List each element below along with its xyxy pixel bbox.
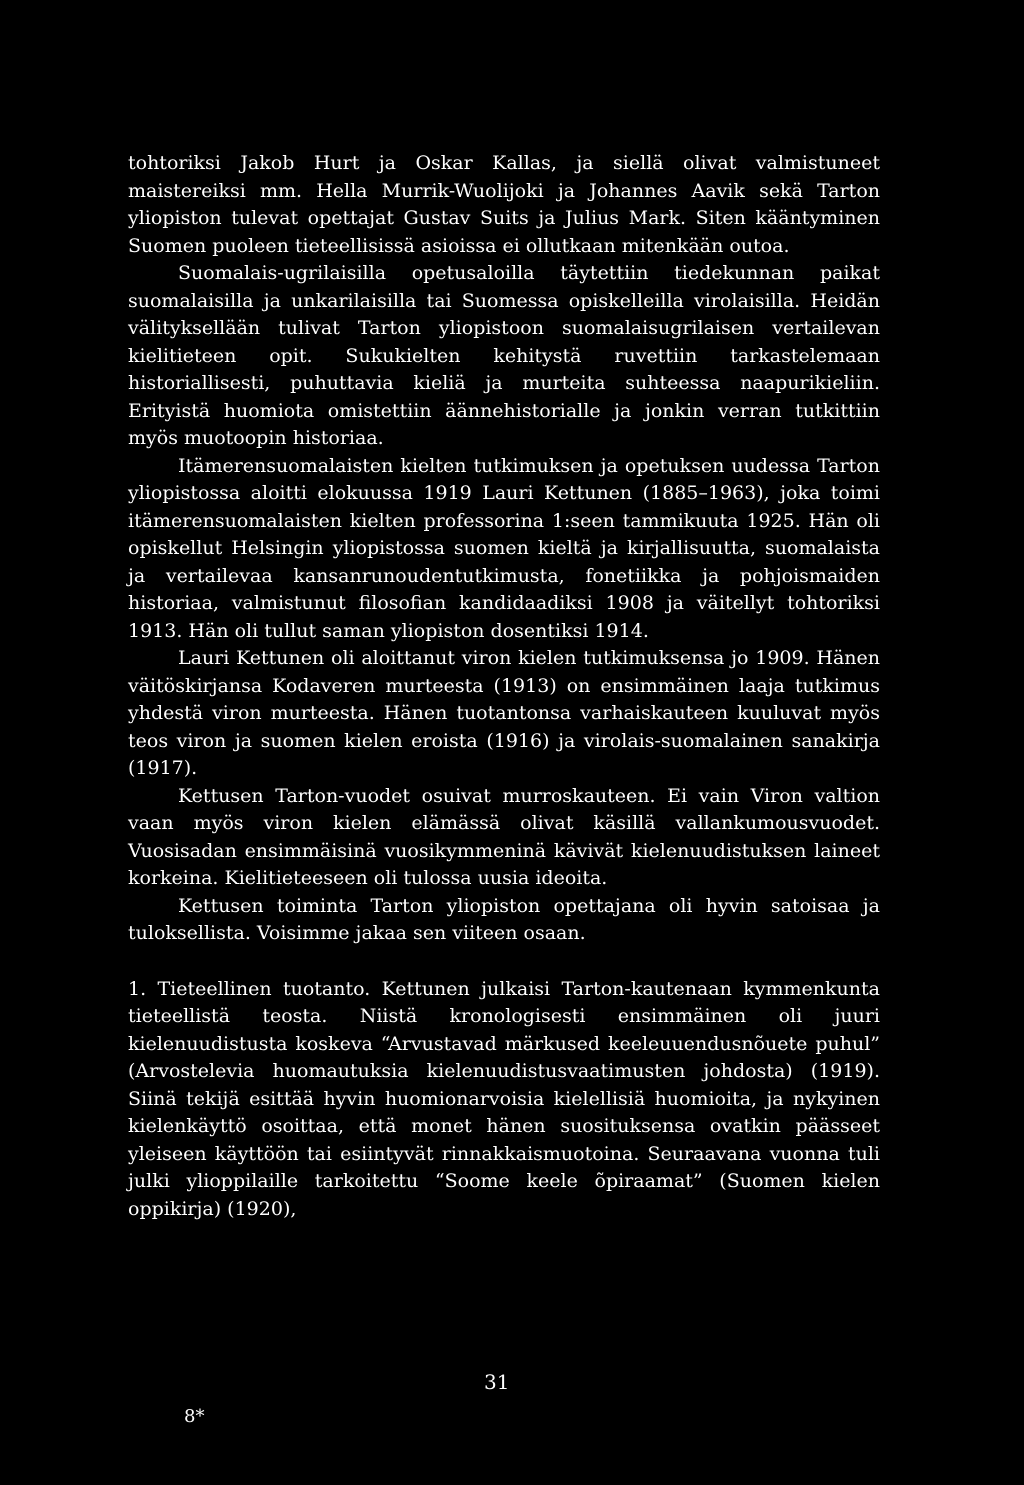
signature-mark: 8* [184,1406,205,1427]
paragraph-1: tohtoriksi Jakob Hurt ja Oskar Kallas, ja siellä olivat valmistuneet maistereiksi mm. Hella Murrik-Wuolijoki ja Johannes Aavik sekä Tarton yliopiston tulevat opettajat Gustav Suits ja Julius Mark. Siten kääntyminen Suomen puoleen tieteellisissä asioissa ei ollutkaan mitenkään outoa. [128,152,880,257]
paragraph-2: Suomalais-ugrilaisilla opetusaloilla täytettiin tiedekunnan paikat suomalaisilla ja unkarilaisilla tai Suomessa opiskelleilla virolaisilla. Heidän välityksellään tulivat Tarton yliopistoon suomalaisugrilaisen vertailevan kielitieteen opit. Sukukielten kehitystä ruvettiin tarkastelemaan historiallisesti, puhuttavia kieliä ja murteita suhteessa naapurikieliin. Erityistä huomiota omistettiin äännehistorialle ja jonkin verran tutkittiin myös muotoopin historiaa. [128,262,880,449]
paragraph-5: Kettusen Tarton-vuodet osuivat murroskauteen. Ei vain Viron valtion vaan myös viron kielen elämässä olivat käsillä vallankumousvuodet. Vuosisadan ensimmäisinä vuosikymmeninä kävivät kielenuudistuksen laineet korkeina. Kielitieteeseen oli tulossa uusia ideoita. [128,784,880,889]
page-number: 31 [484,1370,510,1394]
paragraph-3: Itämerensuomalaisten kielten tutkimuksen ja opetuksen uudessa Tarton yliopistossa aloitti elokuussa 1919 Lauri Kettunen (1885–1963), joka toimi itämerensuomalaisten kielten professorina 1:seen tammikuuta 1925. Hän oli opiskellut Helsingin yliopistossa suomen kieltä ja kirjallisuutta, suomalaista ja vertailevaa kansanrunoudentutkimusta, fonetiikka ja pohjoismaiden historiaa, valmistunut filosofian kandidaadiksi 1908 ja väitellyt tohtoriksi 1913. Hän oli tullut saman yliopiston dosentiksi 1914. [128,454,880,642]
paragraph-6: Kettusen toiminta Tarton yliopiston opettajana oli hyvin satoisaa ja tuloksellista. Voisimme jakaa sen viiteen osaan. [128,894,880,944]
paragraph-7: 1. Tieteellinen tuotanto. Kettunen julkaisi Tarton-kautenaan kymmenkunta tieteellistä teosta. Niistä kronologisesti ensimmäinen oli juuri kielenuudistusta koskeva “Arvustavad märkused keeleuuendusnõuete puhul” (Arvostelevia huomautuksia kielenuudistusvaatimusten johdosta) (1919). Siinä tekijä esittää hyvin huomionarvoisia kielellisiä huomioita, ja nykyinen kielenkäyttö osoittaa, että monet hänen suosituksensa ovatkin päässeet yleiseen käyttöön tai esiintyvät rinnakkaismuotoina. Seuraavana vuonna tuli julki ylioppilaille tarkoitettu “Soome keele õpiraamat” (Suomen kielen oppikirja) (1920), [128,977,880,1220]
paragraph-4: Lauri Kettunen oli aloittanut viron kielen tutkimuksensa jo 1909. Hänen väitöskirjansa Kodaveren murteesta (1913) on ensimmäinen laaja tutkimus yhdestä viron murteesta. Hänen tuotantonsa varhaiskauteen kuuluvat myös teos viron ja suomen kielen eroista (1916) ja virolais-suomalainen sanakirja (1917). [128,647,880,779]
body-text [128,150,880,1223]
